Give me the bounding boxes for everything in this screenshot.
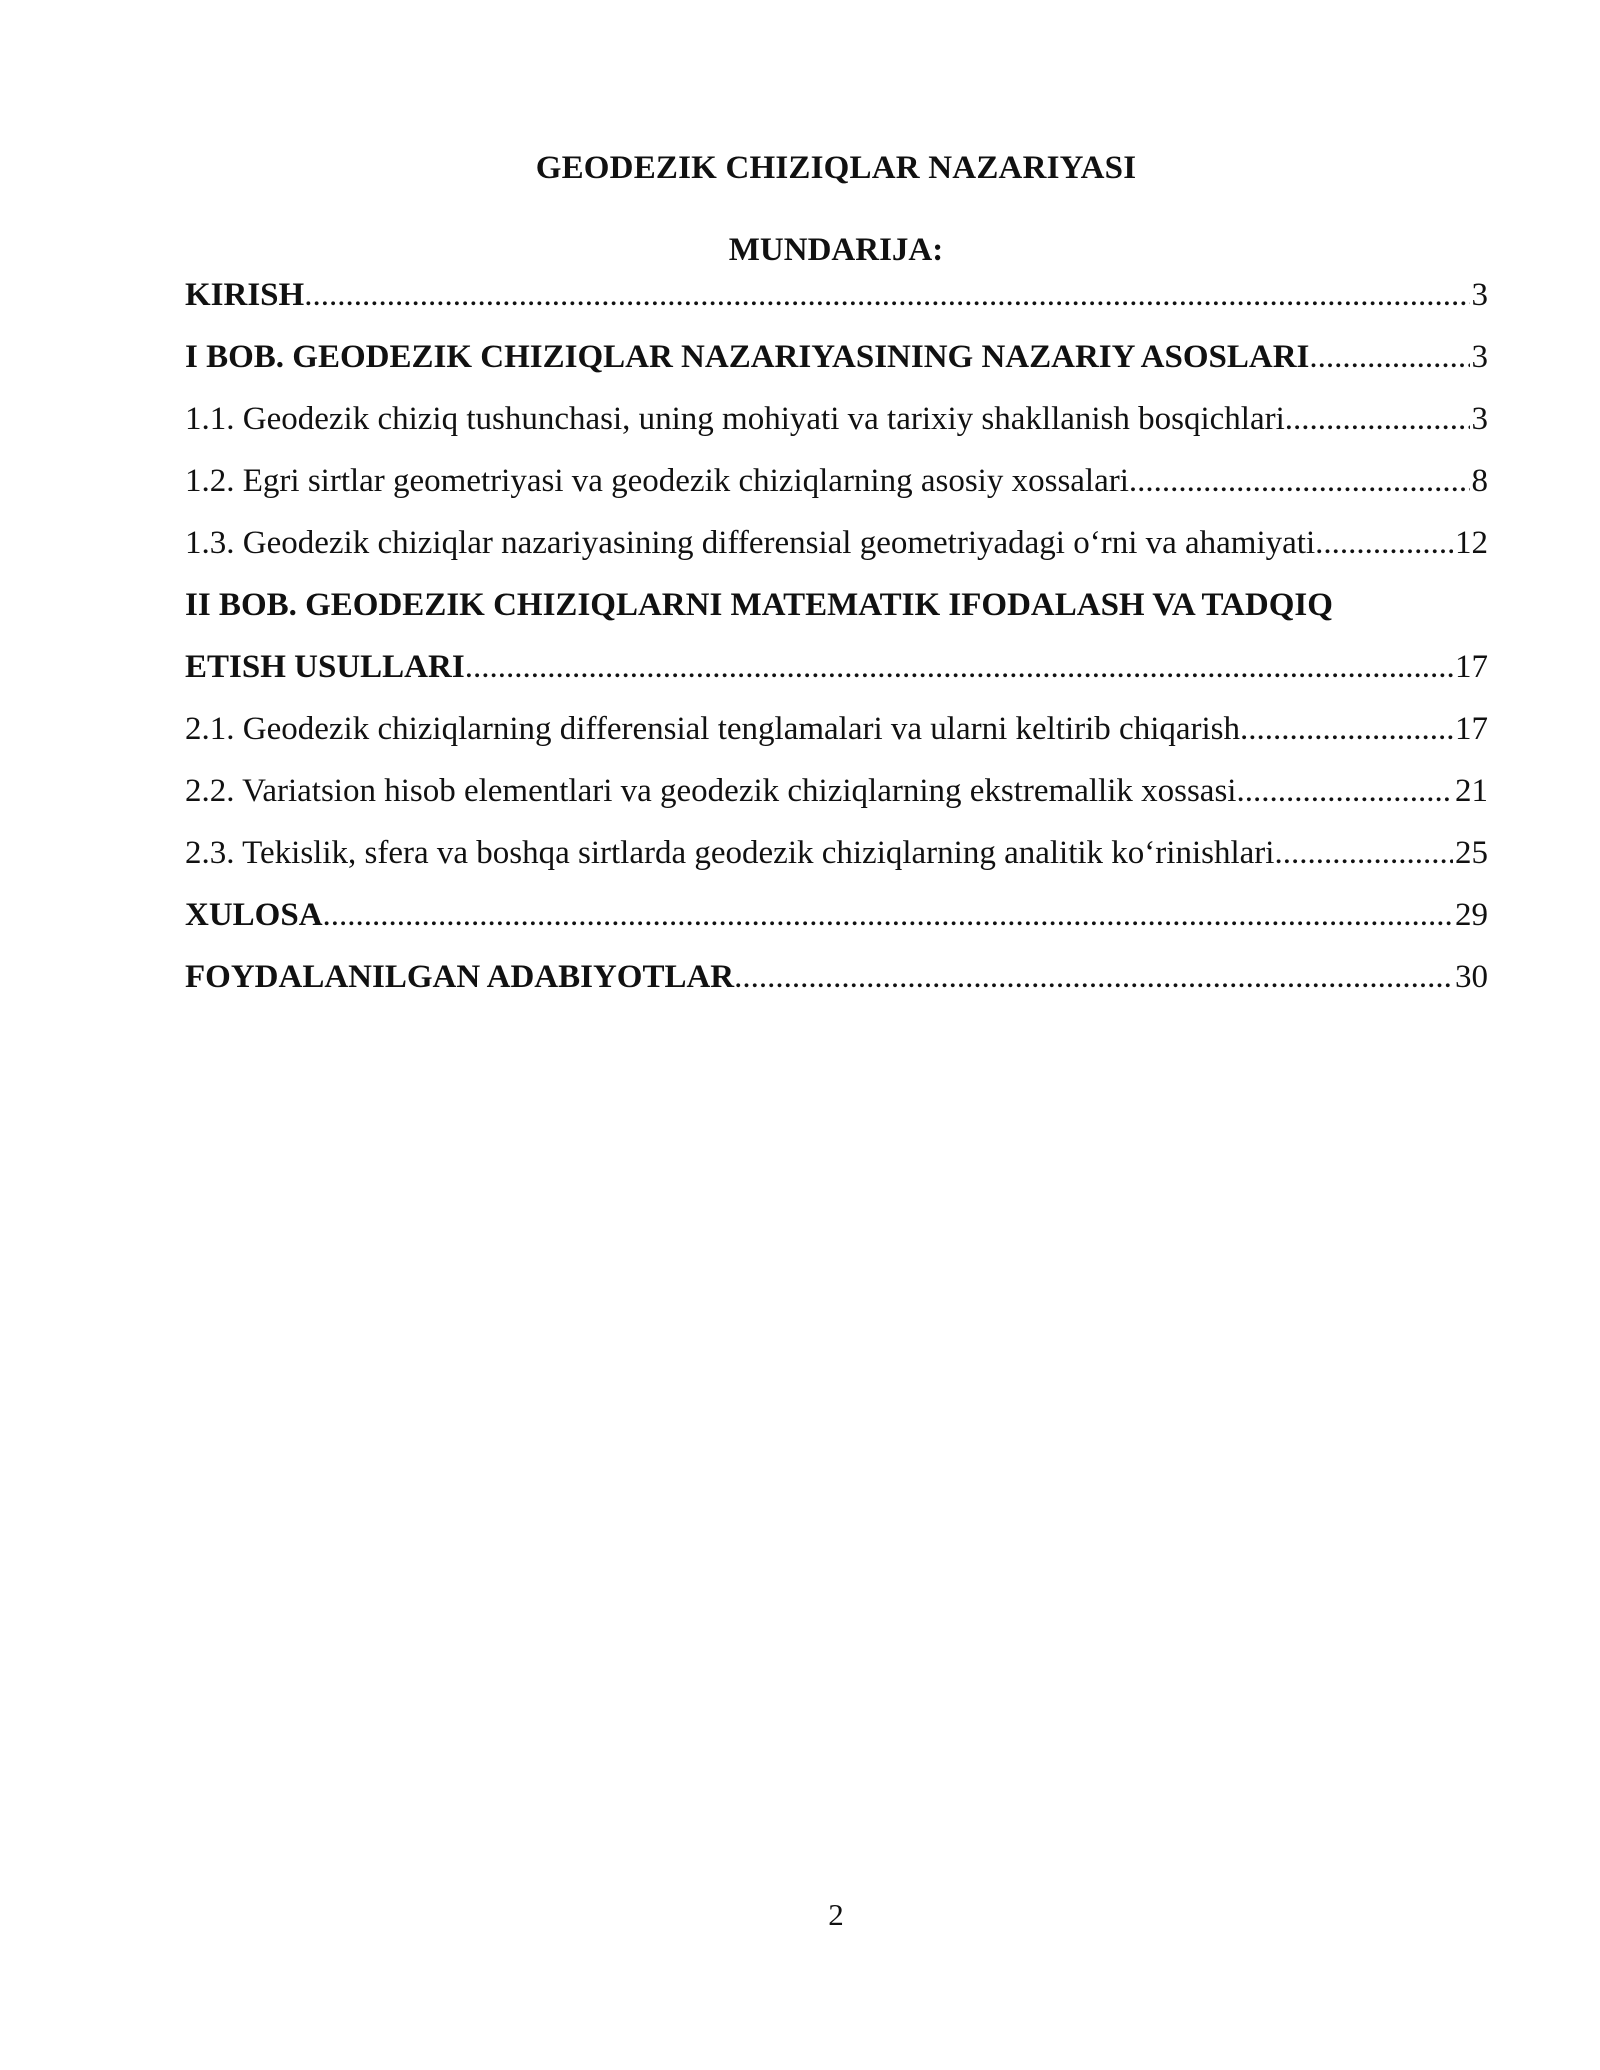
toc-entry-xulosa[interactable] xyxy=(185,895,1488,957)
dot-leader xyxy=(465,647,1453,687)
dot-leader xyxy=(323,895,1453,935)
toc-entry-title: KIRISH xyxy=(185,277,305,313)
toc-entry-section-2-1[interactable] xyxy=(185,709,1488,771)
dot-leader xyxy=(1240,709,1453,749)
toc-entry-kirish[interactable] xyxy=(185,275,1488,337)
toc-entry-title: 1.1. Geodezik chiziq tushunchasi, uning mohiyati va tarixiy shakllanish bosqichlari xyxy=(185,401,1285,437)
toc-entry-chapter-1[interactable] xyxy=(185,337,1488,399)
toc-entry-section-1-3[interactable] xyxy=(185,523,1488,585)
toc-page-number: 29 xyxy=(1455,897,1488,933)
toc-page-number: 17 xyxy=(1455,711,1488,747)
dot-leader xyxy=(1236,771,1453,811)
toc-entry-title-line1: II BOB. GEODEZIK CHIZIQLARNI MATEMATIK IFODALASH VA TADQIQ xyxy=(185,587,1333,623)
toc-entry-title: 2.3. Tekislik, sfera va boshqa sirtlarda geodezik chiziqlarning analitik ko‘rinishlari xyxy=(185,835,1275,871)
toc-entry-title: 2.1. Geodezik chiziqlarning differensial tenglamalari va ularni keltirib chiqarish xyxy=(185,711,1241,747)
toc-entry-title: 1.3. Geodezik chiziqlar nazariyasining differensial geometriyadagi o‘rni va ahamiyati. xyxy=(185,525,1324,561)
toc-page-number: 17 xyxy=(1455,649,1488,685)
dot-leader xyxy=(1323,523,1453,563)
dot-leader xyxy=(1129,461,1470,501)
toc-entry-section-1-1[interactable] xyxy=(185,399,1488,461)
toc-entry-title: 2.2. Variatsion hisob elementlari va geodezik chiziqlarning ekstremallik xossasi xyxy=(185,773,1237,809)
toc-page-number: 3 xyxy=(1471,277,1488,313)
toc-page-number: 12 xyxy=(1455,525,1488,561)
toc-entry-title: FOYDALANILGAN ADABIYOTLAR xyxy=(185,959,735,995)
toc-entry-references[interactable] xyxy=(185,957,1488,1019)
toc-entry-title: I BOB. GEODEZIK CHIZIQLAR NAZARIYASINING NAZARIY ASOSLARI xyxy=(185,339,1310,375)
toc-page-number: 30 xyxy=(1455,959,1488,995)
toc-entry-title-line2: ETISH USULLARI xyxy=(185,649,465,685)
table-of-contents xyxy=(185,275,1488,1019)
dot-leader xyxy=(304,275,1469,315)
toc-page-number: 8 xyxy=(1471,463,1488,499)
toc-heading: MUNDARIJA: xyxy=(728,232,944,268)
toc-entry-title: XULOSA xyxy=(185,897,323,933)
document-title: GEODEZIK CHIZIQLAR NAZARIYASI xyxy=(535,150,1137,186)
toc-entry-section-1-2[interactable] xyxy=(185,461,1488,523)
toc-page-number: 21 xyxy=(1455,773,1488,809)
dot-leader xyxy=(734,957,1453,997)
toc-page-number: 3 xyxy=(1471,401,1488,437)
page-number: 2 xyxy=(828,1897,844,1932)
toc-page-number: 25 xyxy=(1455,835,1488,871)
dot-leader xyxy=(1274,833,1453,873)
toc-page-number: 3 xyxy=(1471,339,1488,375)
dot-leader xyxy=(1285,399,1470,439)
dot-leader xyxy=(1309,337,1469,377)
toc-entry-title: 1.2. Egri sirtlar geometriyasi va geodezik chiziqlarning asosiy xossalari xyxy=(185,463,1129,499)
toc-entry-chapter-2[interactable] xyxy=(185,585,1488,709)
toc-entry-section-2-2[interactable] xyxy=(185,771,1488,833)
toc-entry-section-2-3[interactable] xyxy=(185,833,1488,895)
